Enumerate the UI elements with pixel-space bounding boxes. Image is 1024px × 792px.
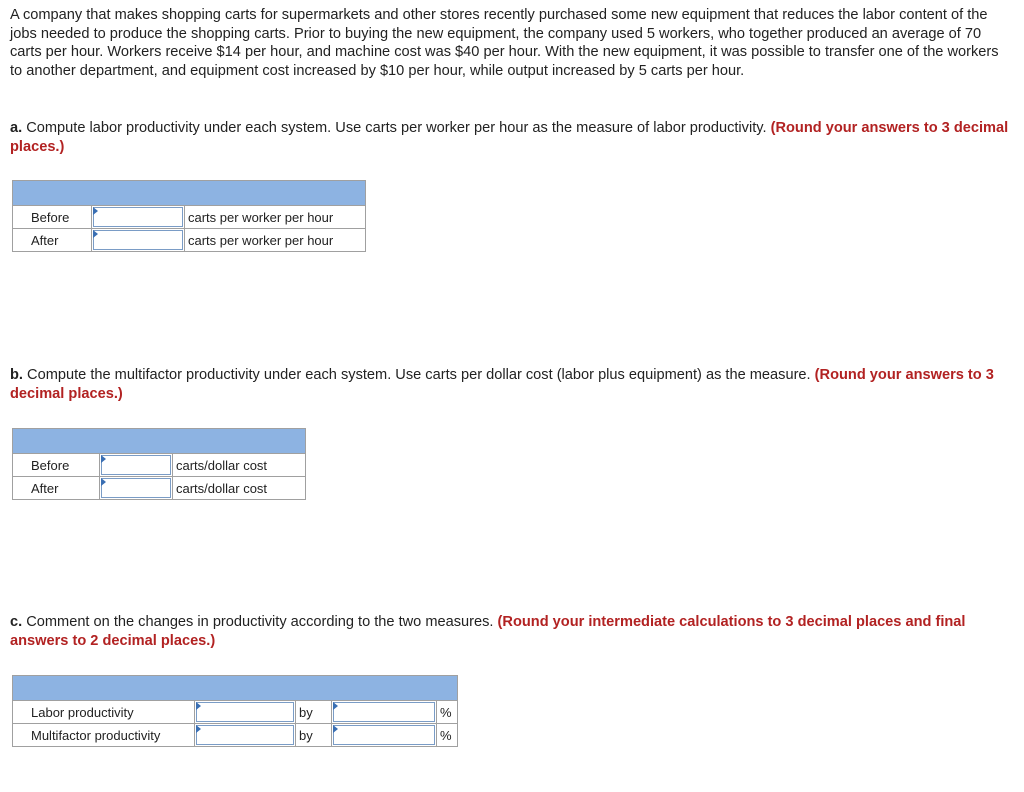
- table-row: [13, 206, 366, 229]
- table-row: [13, 454, 306, 477]
- part-c-instruction: (Round your intermediate calculations to 3 decimal places and final answers to 2 decimal places.): [10, 614, 966, 649]
- input-marker-icon: [93, 230, 98, 238]
- problem-statement: A company that makes shopping carts for supermarkets and other stores recently purchased some new equipment that reduces the labor content of the jobs needed to produce the shopping carts. Prior to buying the new equipment, the company used 5 workers, who together produced an average of 70 carts per hour. Workers receive $14 per hour, and machine cost was $40 per hour. With the new equipment, it was possible to transfer one of the workers to another department, and equipment cost increased by $10 per hour, while output increased by 5 carts per hour.: [10, 7, 999, 79]
- part-c-question: Comment on the changes in productivity according to the two measures.: [26, 614, 494, 630]
- percent-sign: %: [437, 701, 458, 724]
- row-label: Labor productivity: [13, 701, 195, 724]
- part-a-instruction: (Round your answers to 3 decimal places.): [10, 120, 1009, 155]
- part-c-label: c.: [10, 614, 23, 630]
- multifactor-productivity-percent-input[interactable]: [332, 724, 437, 747]
- row-unit: carts/dollar cost: [173, 454, 306, 477]
- row-unit: carts per worker per hour: [185, 206, 366, 229]
- part-a-prompt: [10, 119, 1010, 156]
- input-marker-icon: [333, 725, 338, 733]
- part-c-prompt: [10, 613, 1010, 650]
- multifactor-productivity-after-input[interactable]: [100, 477, 173, 500]
- table-row: [13, 701, 458, 724]
- table-header-row: [13, 676, 458, 701]
- row-label: After: [13, 477, 100, 500]
- part-b-table: [12, 428, 306, 500]
- part-a-question: Compute labor productivity under each system. Use carts per worker per hour as the measure of labor productivity.: [26, 120, 767, 136]
- input-marker-icon: [196, 702, 201, 710]
- table-row: [13, 477, 306, 500]
- part-a-label: a.: [10, 120, 23, 136]
- row-label: After: [13, 229, 92, 252]
- input-marker-icon: [333, 702, 338, 710]
- by-text: by: [296, 701, 332, 724]
- part-b-prompt: [10, 366, 1010, 403]
- part-b-question: Compute the multifactor productivity under each system. Use carts per dollar cost (labor plus equipment) as the measure.: [27, 367, 811, 383]
- by-text: by: [296, 724, 332, 747]
- row-label: Multifactor productivity: [13, 724, 195, 747]
- input-marker-icon: [93, 207, 98, 215]
- table-header-row: [13, 181, 366, 206]
- labor-productivity-percent-input[interactable]: [332, 701, 437, 724]
- labor-productivity-before-input[interactable]: [92, 206, 185, 229]
- part-c-table: [12, 675, 458, 747]
- input-marker-icon: [196, 725, 201, 733]
- table-header-row: [13, 429, 306, 454]
- percent-sign: %: [437, 724, 458, 747]
- table-row: [13, 229, 366, 252]
- input-marker-icon: [101, 455, 106, 463]
- part-b-label: b.: [10, 367, 23, 383]
- multifactor-productivity-change-select[interactable]: [195, 724, 296, 747]
- input-marker-icon: [101, 478, 106, 486]
- row-unit: carts/dollar cost: [173, 477, 306, 500]
- part-b-instruction: (Round your answers to 3 decimal places.): [10, 367, 994, 402]
- labor-productivity-change-select[interactable]: [195, 701, 296, 724]
- part-a-table: [12, 180, 366, 252]
- row-label: Before: [13, 454, 100, 477]
- table-row: [13, 724, 458, 747]
- row-label: Before: [13, 206, 92, 229]
- labor-productivity-after-input[interactable]: [92, 229, 185, 252]
- multifactor-productivity-before-input[interactable]: [100, 454, 173, 477]
- row-unit: carts per worker per hour: [185, 229, 366, 252]
